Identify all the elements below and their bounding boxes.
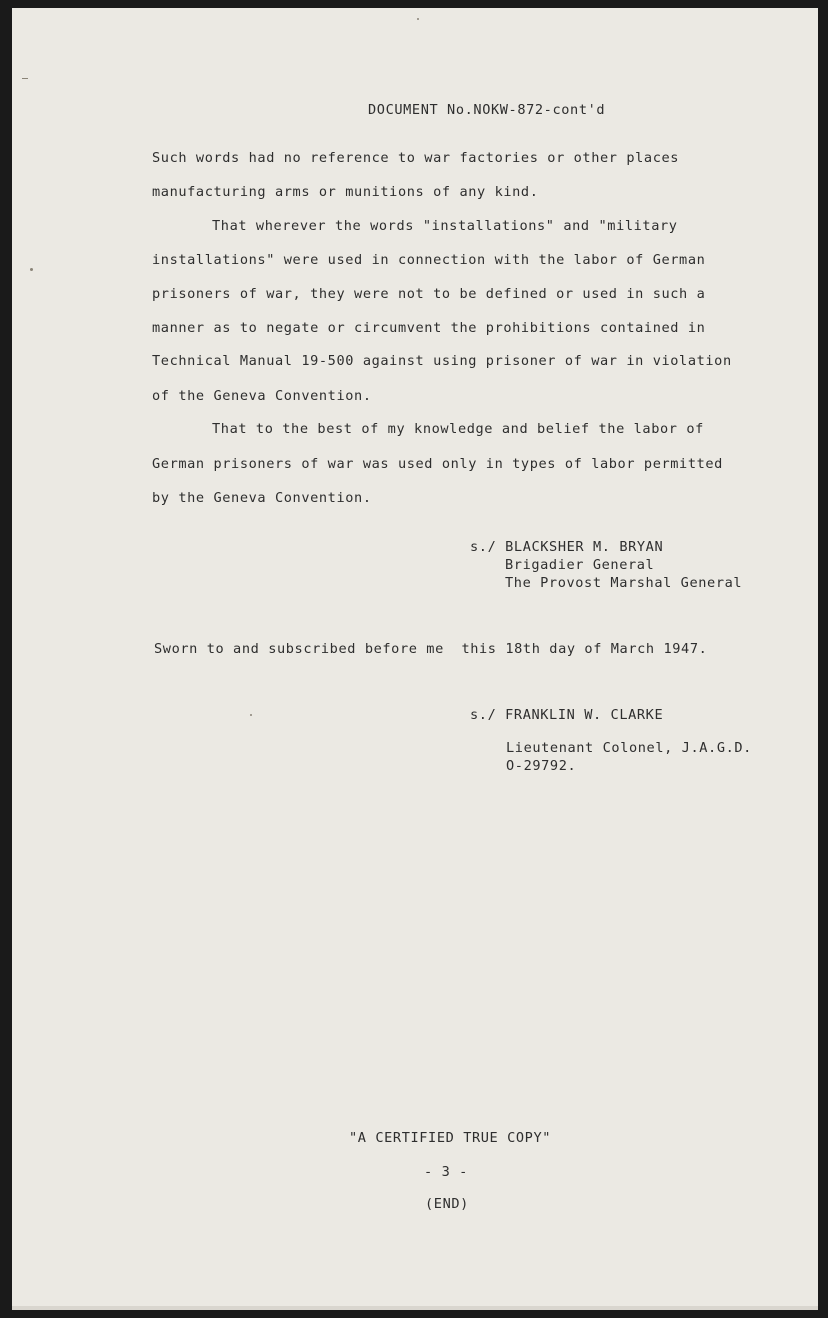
body-line: manner as to negate or circumvent the prohibitions contained in (152, 320, 706, 336)
paper-speck (250, 714, 252, 716)
paper-speck (22, 78, 28, 79)
body-line: German prisoners of war was used only in types of labor permitted (152, 456, 723, 472)
signature-title: The Provost Marshal General (505, 575, 743, 591)
body-line: by the Geneva Convention. (152, 490, 372, 506)
body-line: of the Geneva Convention. (152, 388, 372, 404)
signature-rank: Lieutenant Colonel, J.A.G.D. (506, 740, 752, 756)
signature-name: s./ FRANKLIN W. CLARKE (470, 707, 664, 723)
signature-serial: O-29792. (506, 758, 577, 774)
signature-name: s./ BLACKSHER M. BRYAN (470, 539, 664, 555)
page-number: - 3 - (424, 1164, 468, 1180)
end-marker: (END) (425, 1196, 469, 1212)
document-page (12, 8, 818, 1310)
page-edge (12, 1306, 818, 1310)
signature-rank: Brigadier General (505, 557, 655, 573)
body-line: manufacturing arms or munitions of any kind. (152, 184, 539, 200)
certified-copy: "A CERTIFIED TRUE COPY" (349, 1130, 552, 1146)
paper-speck (417, 18, 419, 20)
paper-speck (30, 268, 33, 271)
body-line: installations" were used in connection with the labor of German (152, 252, 706, 268)
body-line: prisoners of war, they were not to be defined or used in such a (152, 286, 706, 302)
body-line: Such words had no reference to war factories or other places (152, 150, 680, 166)
body-line: Technical Manual 19-500 against using prisoner of war in violation (152, 353, 732, 369)
sworn-statement: Sworn to and subscribed before me this 18th day of March 1947. (154, 641, 708, 657)
body-line: That wherever the words "installations" and "military (212, 218, 678, 234)
document-number: DOCUMENT No.NOKW-872-cont'd (368, 102, 606, 118)
body-line: That to the best of my knowledge and belief the labor of (212, 421, 704, 437)
